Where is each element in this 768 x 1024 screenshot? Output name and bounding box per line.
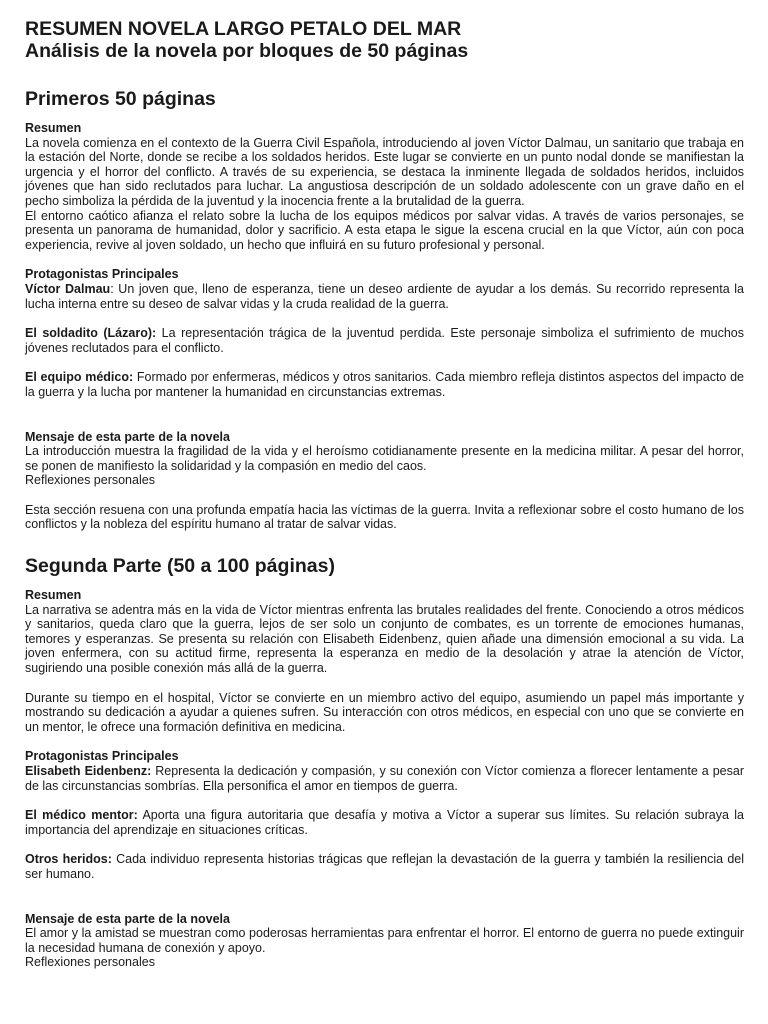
part1-character-soldadito xyxy=(25,326,744,355)
part2-summary-paragraph-2: Durante su tiempo en el hospital, Víctor se convierte en un miembro activo del equipo, asumiendo un papel más importante y mostrando su dedicación a ayudar a quienes sufren. Su interacción con otros médicos, en especial con uno que se convierte en un mentor, le ofrece una formación definitiva en medicina. xyxy=(25,690,744,734)
part1-reflections-label: Reflexiones personales xyxy=(25,473,155,488)
character-description: Cada individuo representa historias trágicas que reflejan la devastación de la guerra y también la resiliencia del ser humano. xyxy=(25,852,744,881)
part1-message-text: La introducción muestra la fragilidad de la vida y el heroísmo cotidianamente presente en la medicina militar. A pesar del horror, se ponen de manifiesto la solidaridad y la compasión en medio del caos. xyxy=(25,444,744,473)
part1-reflections-text: Esta sección resuena con una profunda empatía hacia las víctimas de la guerra. Invita a reflexionar sobre el costo humano de los conflictos y la nobleza del espíritu humano al tratar de salvar vidas. xyxy=(25,502,744,532)
part2-reflections-label: Reflexiones personales xyxy=(25,955,155,970)
part2-summary-paragraph-1: La narrativa se adentra más en la vida de Víctor mientras enfrenta las brutales realidades del frente. Conociendo a otros médicos y sanitarios, queda claro que la guerra, lejos de ser solo un conjunto de combates, es un torrente de emociones humanas, temores y esperanzas. Se presenta su relación con Elisabeth Eidenbenz, quien añade una dimensión emocional a su vida. La joven enfermera, con su actitud firme, representa la esperanza en medio de la desolación y atrae la atención de Víctor, sugiriendo una posible conexión más allá de la guerra. xyxy=(25,602,744,676)
part2-character-elisabeth xyxy=(25,764,744,793)
part2-message-text: El amor y la amistad se muestran como poderosas herramientas para enfrentar el horror. El entorno de guerra no puede extinguir la necesidad humana de conexión y apoyo. xyxy=(25,926,744,955)
part2-message-label: Mensaje de esta parte de la novela xyxy=(25,911,230,926)
document-subtitle: Análisis de la novela por bloques de 50 páginas xyxy=(25,40,469,62)
character-name: Elisabeth Eidenbenz: xyxy=(25,764,152,778)
document-title: RESUMEN NOVELA LARGO PETALO DEL MAR xyxy=(25,18,462,40)
part2-protagonists-label: Protagonistas Principales xyxy=(25,749,179,764)
character-name: El soldadito (Lázaro): xyxy=(25,326,157,341)
character-name: Otros heridos: xyxy=(25,852,112,867)
section-heading-part1: Primeros 50 páginas xyxy=(25,88,216,110)
character-description: Aporta una figura autoritaria que desafía y motiva a Víctor a superar sus límites. Su relación subraya la importancia del aprendizaje en situaciones críticas. xyxy=(25,808,744,837)
part1-message-label: Mensaje de esta parte de la novela xyxy=(25,429,230,444)
character-name: El equipo médico: xyxy=(25,370,134,385)
character-description: Formado por enfermeras, médicos y otros sanitarios. Cada miembro refleja distintos aspectos del impacto de la guerra y la lucha por mantener la humanidad en circunstancias extremas. xyxy=(25,370,744,399)
part1-character-equipo xyxy=(25,370,744,399)
character-description: Representa la dedicación y compasión, y su conexión con Víctor comienza a florecer lentamente a pesar de las circunstancias sombrías. Ella personifica el amor en tiempos de guerra. xyxy=(25,764,744,793)
part1-summary-label: Resumen xyxy=(25,121,82,135)
part2-character-heridos xyxy=(25,852,744,881)
character-name: Víctor Dalmau xyxy=(25,281,111,296)
character-description: La representación trágica de la juventud perdida. Este personaje simboliza el sufrimiento de muchos jóvenes reclutados para el conflicto. xyxy=(25,326,744,355)
part1-protagonists-label: Protagonistas Principales xyxy=(25,267,179,282)
character-name: El médico mentor: xyxy=(25,808,138,823)
part2-summary-label: Resumen xyxy=(25,588,82,603)
section-heading-part2: Segunda Parte (50 a 100 páginas) xyxy=(25,555,335,578)
part1-summary-paragraph-1: La novela comienza en el contexto de la Guerra Civil Española, introduciendo al joven Víctor Dalmau, un sanitario que trabaja en la estación del Norte, donde se recibe a los soldados heridos. Este lugar se convierte en un punto nodal donde se manifiestan la urgencia y el horror del conflicto. A través de su experiencia, se destaca la inminente llegada de soldados heridos, incluidos jóvenes que han sido reclutados para luchar. La angustiosa descripción de un soldado adolescente con un grave daño en el pecho simboliza la pérdida de la juventud y la inocencia frente a la brutalidad de la guerra. xyxy=(25,135,744,208)
part1-summary-paragraph-2: El entorno caótico afianza el relato sobre la lucha de los equipos médicos por salvar vidas. A través de varios personajes, se presenta un panorama de humanidad, dolor y sacrificio. A esta etapa le sigue la escena crucial en la que Víctor, aún con poca experiencia, revive al joven soldado, un hecho que influirá en su futuro profesional y personal. xyxy=(25,208,744,252)
part1-character-victor xyxy=(25,282,744,311)
character-description: : Un joven que, lleno de esperanza, tiene un deseo ardiente de ayudar a los demás. Su recorrido representa la lucha interna entre su deseo de salvar vidas y la cruda realidad de la guerra. xyxy=(25,281,744,311)
part2-character-mentor xyxy=(25,808,744,837)
